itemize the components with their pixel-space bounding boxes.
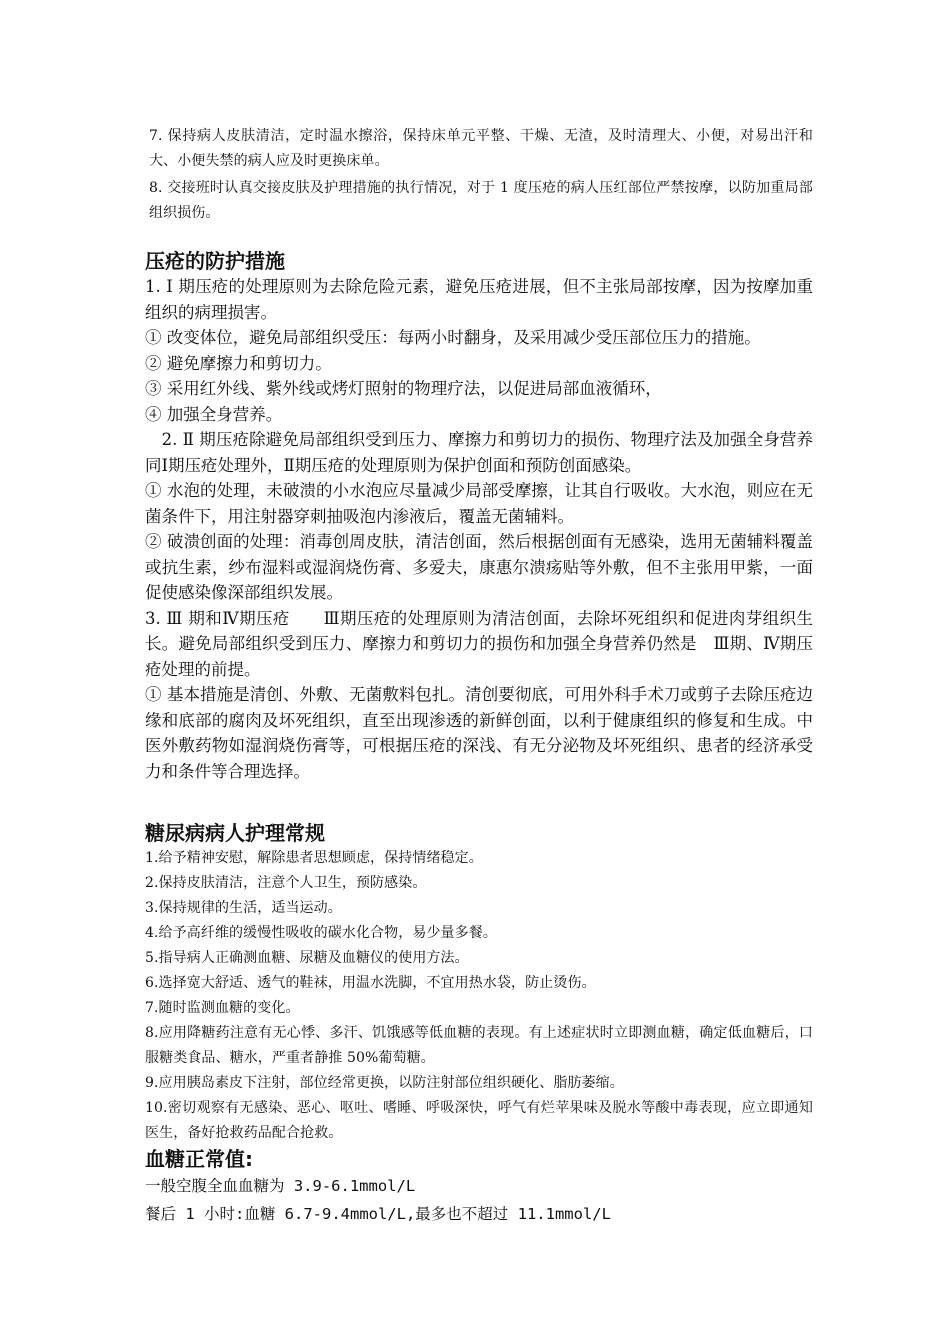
section-title: 压疮的防护措施 <box>145 249 285 273</box>
paragraph: ① 改变体位，避免局部组织受压：每两小时翻身，及采用减少受压部位压力的措施。 <box>145 328 761 347</box>
list-item: 4.给予高纤维的缓慢性吸收的碳水化合物，易少量多餐。 <box>145 925 497 941</box>
paragraph: ① 水泡的处理，未破溃的小水泡应尽量减少局部受摩擦，让其自行吸收。大水泡，则应在无菌条件下，用注射器穿刺抽吸泡内渗液后，覆盖无菌辅料。 <box>145 481 813 526</box>
list-item: 5.指导病人正确测血糖、尿糖及血糖仪的使用方法。 <box>145 950 469 966</box>
paragraph: 1. Ⅰ 期压疮的处理原则为去除危险元素，避免压疮进展，但不主张局部按摩，因为按摩加重组织的病理损害。 <box>145 277 813 322</box>
section-blood-glucose <box>145 1146 813 1228</box>
paragraph: ④ 加强全身营养。 <box>145 404 283 424</box>
section-body <box>145 846 813 1146</box>
section-diabetes-care <box>145 820 813 1146</box>
list-item: 2.保持皮肤清洁，注意个人卫生，预防感染。 <box>145 875 427 891</box>
paragraph: 2. Ⅱ 期压疮除避免局部组织受到压力、摩擦力和剪切力的损伤、物理疗法及加强全身营养同Ⅰ期压疮处理外，Ⅱ期压疮的处理原则为保护创面和预防创面感染。 <box>145 430 813 475</box>
list-item: 7.随时监测血糖的变化。 <box>145 1000 300 1016</box>
paragraph: 3. Ⅲ 期和Ⅳ期压疮 Ⅲ期压疮的处理原则为清洁创面，去除坏死组织和促进肉芽组织生长。避免局部组织受到压力、摩擦力和剪切力的损伤和加强全身营养仍然是 Ⅲ期、Ⅳ期压疮处理的前提。 <box>145 608 813 679</box>
value-line: 一般空腹全血血糖为 3.9-6.1mmol/L <box>145 1177 416 1195</box>
list-item: 10.密切观察有无感染、恶心、呕吐、嗜睡、呼吸深快，呼气有烂苹果味及脱水等酸中毒表现，应立即通知医生，备好抢救药品配合抢救。 <box>145 1100 813 1141</box>
paragraph: ② 破溃创面的处理：消毒创周皮肤，清洁创面，然后根据创面有无感染，选用无菌辅料覆盖或抗生素，纱布湿料或湿润烧伤膏、多爱夫，康惠尔溃疡贴等外敷，但不主张用甲紫，一面促使感染像深部组织发展。 <box>145 532 813 602</box>
list-item: 6.选择宽大舒适、透气的鞋袜，用温水洗脚，不宜用热水袋，防止烫伤。 <box>145 975 596 991</box>
list-item: 9.应用胰岛素皮下注射，部位经常更换，以防注射部位组织硬化、脂肪萎缩。 <box>145 1075 624 1091</box>
section-title: 血糖正常值: <box>145 1147 253 1171</box>
top-items <box>145 124 813 226</box>
paragraph: ③ 采用红外线、紫外线或烤灯照射的物理疗法，以促进局部血液循环， <box>145 379 662 398</box>
value-line: 餐后 1 小时:血糖 6.7-9.4mmol/L,最多也不超过 11.1mmol/L <box>145 1205 611 1223</box>
paragraph: ① 基本措施是清创、外敷、无菌敷料包扎。清创要彻底，可用外科手术刀或剪子去除压疮边缘和底部的腐肉及坏死组织，直至出现渗透的新鲜创面，以利于健康组织的修复和生成。中医外敷药物如湿润烧伤膏等，可根据压疮的深浅、有无分泌物及坏死组织、患者的经济承受力和条件等合理选择。 <box>145 685 813 781</box>
list-item: 8. 交接班时认真交接皮肤及护理措施的执行情况，对于 1 度压疮的病人压红部位严禁按摩，以防加重局部组织损伤。 <box>149 180 813 221</box>
section-pressure-ulcer <box>145 248 813 784</box>
paragraph: ② 避免摩擦力和剪切力。 <box>145 353 332 373</box>
list-item: 3.保持规律的生活，适当运动。 <box>145 900 342 916</box>
section-body <box>145 1172 813 1228</box>
section-body <box>145 274 813 784</box>
list-item: 1.给予精神安慰，解除患者思想顾虑，保持情绪稳定。 <box>145 850 483 866</box>
list-item: 8.应用降糖药注意有无心悸、多汗、饥饿感等低血糖的表现。有上述症状时立即测血糖，确定低血糖后，口服糖类食品、糖水，严重者静推 50%葡萄糖。 <box>145 1025 813 1066</box>
list-item: 7. 保持病人皮肤清洁，定时温水擦浴，保持床单元平整、干燥、无渣，及时清理大、小便，对易出汗和大、小便失禁的病人应及时更换床单。 <box>149 128 813 169</box>
section-title: 糖尿病病人护理常规 <box>145 821 325 845</box>
